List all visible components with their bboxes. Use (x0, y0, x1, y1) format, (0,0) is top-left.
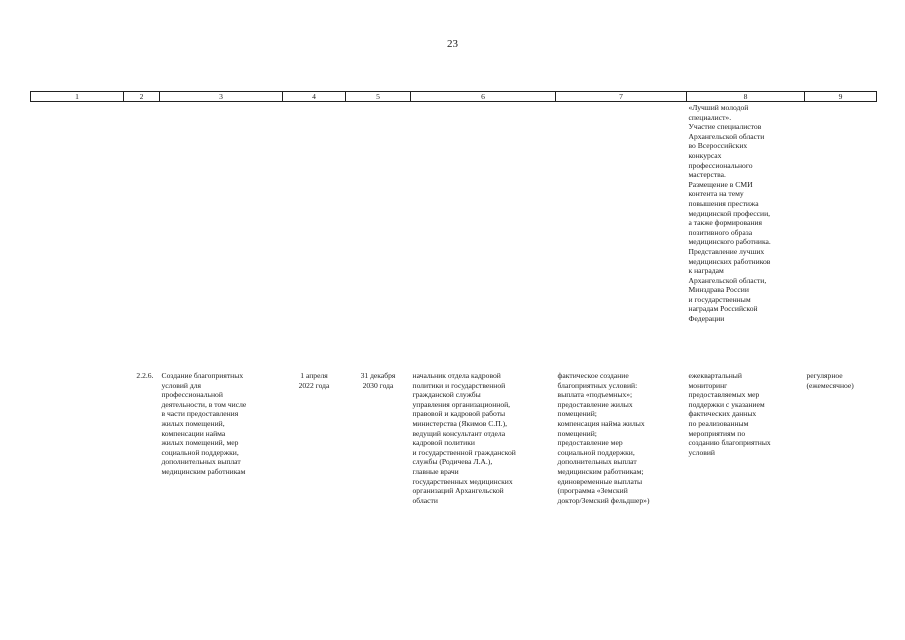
row-cell-3 (160, 102, 283, 372)
column-number-2: 2 (124, 92, 160, 102)
row-cell-frequency: регулярное (ежемесячное) (806, 371, 854, 390)
table-row (31, 102, 877, 372)
row-cell-4 (283, 102, 346, 372)
plan-table (30, 91, 877, 505)
row-cell-6 (411, 102, 556, 372)
column-number-row (31, 92, 877, 102)
row-cell-5 (346, 102, 411, 372)
row-cell-end-date: 31 декабря 2030 года (360, 371, 396, 390)
column-number-5: 5 (346, 92, 411, 102)
row-cell-9 (805, 102, 877, 372)
row-cell-7 (556, 102, 687, 372)
row-cell-monitoring: ежеквартальный мониторинг предоставляемых мер поддержки с указанием фактических данных по реализованным мероприятиям по созданию благоприятных условий (688, 371, 771, 457)
row-cell-1 (31, 102, 124, 372)
row-cell-item-number: 2.2.6. (136, 371, 154, 380)
row-cell-result: фактическое создание благоприятных условий: выплата «подъемных»; предоставление жилых помещений; компенсация найма жилых помещений; предоставление мер социальной поддержки, дополнительных выплат медицинским работникам; единовременные выплаты (программа «Земский доктор/Земский фельдшер») (557, 371, 650, 505)
row-cell-activity: Создание благоприятных условий для профессиональной деятельности, в том числе в части предоставления жилых помещений, компенсации найма жилых помещений, мер социальной поддержки, дополнительных выплат медицинским работникам (161, 371, 247, 476)
column-number-9: 9 (805, 92, 877, 102)
column-number-3: 3 (160, 92, 283, 102)
column-number-4: 4 (283, 92, 346, 102)
row-cell-8: «Лучший молодой специалист». Участие специалистов Архангельской области во Всероссийских конкурсах профессионального мастерства. Размещение в СМИ контента на тему повышения престижа медицинской профессии, а также формирования позитивного образа медицинского работника. Представление лучших медицинских работников к наградам Архангельской области, Минздрава России и государственным наградам Российской Федерации (688, 103, 771, 324)
row-cell-responsible: начальник отдела кадровой политики и государственной гражданской службы управления организационной, правовой и кадровой работы министерства (Якимов С.П.), ведущий консультант отдела кадровой политики и государственной гражданской службы (Родичева Л.А.), главные врачи государственных медицинских организаций Архангельской области (412, 371, 516, 505)
table-row (31, 371, 877, 505)
row-cell-2 (124, 102, 160, 372)
column-number-8: 8 (687, 92, 805, 102)
column-number-6: 6 (411, 92, 556, 102)
column-number-1: 1 (31, 92, 124, 102)
page-number: 23 (447, 38, 458, 50)
row-cell-1 (31, 371, 124, 505)
row-cell-start-date: 1 апреля 2022 года (298, 371, 330, 390)
column-number-7: 7 (556, 92, 687, 102)
